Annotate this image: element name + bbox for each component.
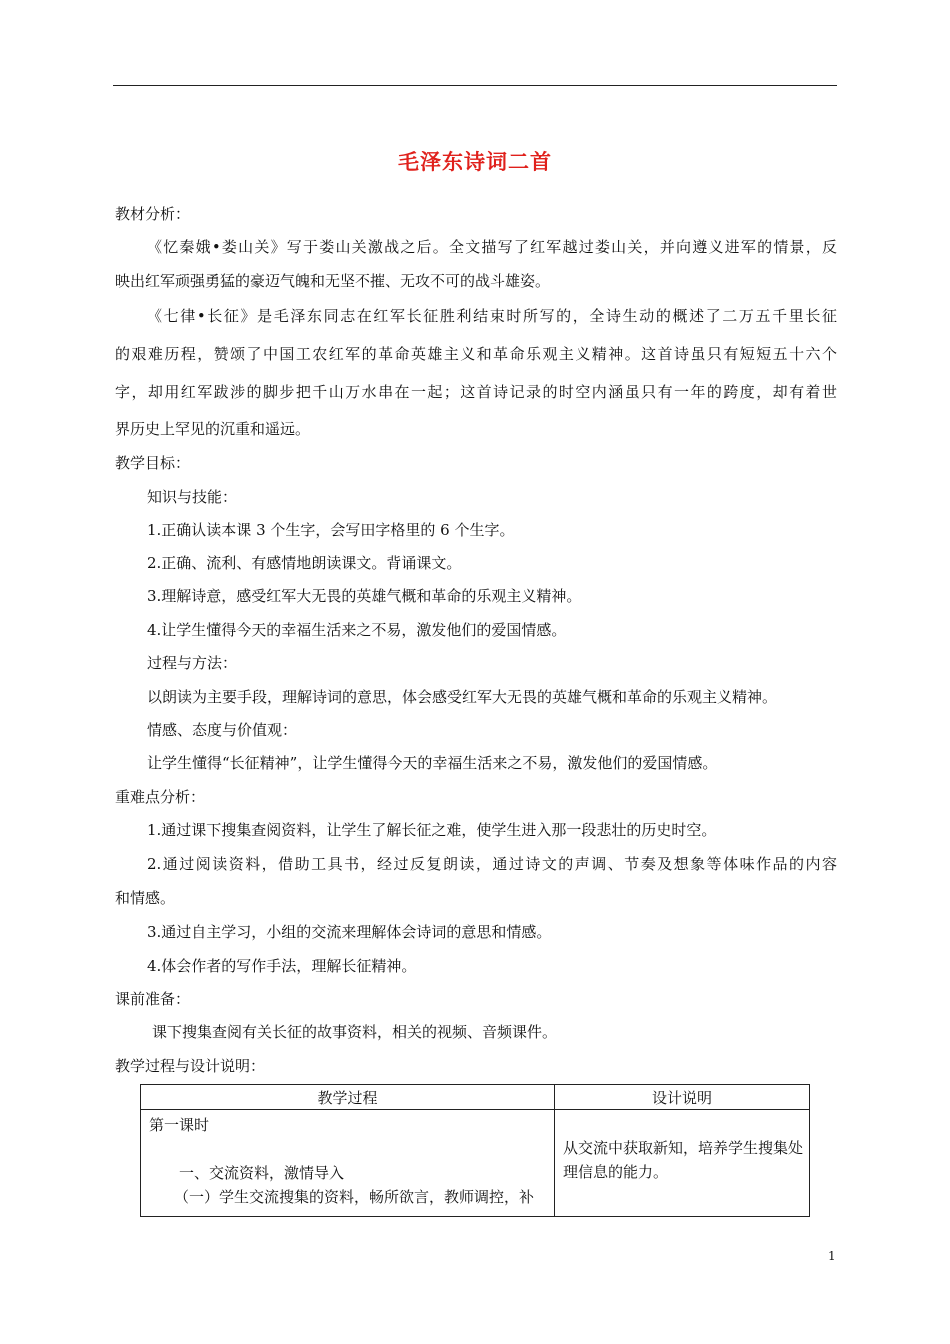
step-1-sub: （一）学生交流搜集的资料，畅所欲言，教师调控，补 [174, 1188, 535, 1206]
process-cell [141, 1110, 555, 1217]
preparation-text: 课下搜集查阅有关长征的故事资料，相关的视频、音频课件。 [152, 1023, 558, 1041]
key-point-2-line-1: 2.通过阅读资料，借助工具书，经过反复朗读，通过诗文的声调、节奏及想象等体味作品的内容 [147, 855, 837, 873]
analysis-paragraph-1-line-2: 映出红军顽强勇猛的豪迈气魄和无坚不摧、无攻不可的战斗雄姿。 [115, 272, 551, 290]
analysis-paragraph-1-line-1: 《忆秦娥•娄山关》写于娄山关激战之后。全文描写了红军越过娄山关，并向遵义进军的情景，反 [147, 238, 837, 256]
key-point-1: 1.通过课下搜集查阅资料，让学生了解长征之难，使学生进入那一段悲壮的历史时空。 [147, 821, 717, 839]
key-point-3: 3.通过自主学习，小组的交流来理解体会诗词的意思和情感。 [147, 923, 552, 941]
design-cell [555, 1110, 810, 1217]
knowledge-item-4: 4.让学生懂得今天的幸福生活来之不易，激发他们的爱国情感。 [147, 621, 567, 639]
step-1-title: 一、交流资料，激情导入 [179, 1164, 345, 1182]
knowledge-item-1: 1.正确认读本课 3 个生字，会写田字格里的 6 个生字。 [147, 521, 515, 539]
preparation-heading: 课前准备： [115, 990, 191, 1008]
design-note: 从交流中获取新知，培养学生搜集处理信息的能力。 [563, 1139, 804, 1181]
analysis-paragraph-2-line-2: 的艰难历程，赞颂了中国工农红军的革命英雄主义和革命乐观主义精神。这首诗虽只有短短五十六个 [115, 345, 837, 363]
process-heading: 过程与方法： [147, 654, 238, 672]
emotion-text: 让学生懂得“长征精神”，让学生懂得今天的幸福生活来之不易，激发他们的爱国情感。 [147, 754, 718, 772]
design-heading: 教学过程与设计说明： [115, 1057, 266, 1075]
header-design-notes: 设计说明 [555, 1085, 810, 1110]
header-rule [113, 85, 837, 86]
document-title: 毛泽东诗词二首 [398, 149, 552, 174]
process-text: 以朗读为主要手段，理解诗词的意思，体会感受红军大无畏的英雄气概和革命的乐观主义精神。 [147, 688, 778, 706]
page-number: 1 [828, 1249, 836, 1263]
knowledge-item-3: 3.理解诗意，感受红军大无畏的英雄气概和革命的乐观主义精神。 [147, 587, 582, 605]
analysis-heading: 教材分析： [115, 205, 191, 223]
key-point-4: 4.体会作者的写作手法，理解长征精神。 [147, 957, 417, 975]
analysis-paragraph-2-line-4: 界历史上罕见的沉重和遥远。 [115, 420, 311, 438]
header-teaching-process: 教学过程 [141, 1085, 555, 1110]
analysis-paragraph-2-line-1: 《七律•长征》是毛泽东同志在红军长征胜利结束时所写的，全诗生动的概述了二万五千里长征 [147, 307, 837, 325]
analysis-paragraph-2-line-3: 字，却用红军跋涉的脚步把千山万水串在一起；这首诗记录的时空内涵虽只有一年的跨度，却有着世 [115, 383, 837, 401]
key-points-heading: 重难点分析： [115, 788, 206, 806]
knowledge-item-2: 2.正确、流利、有感情地朗读课文。背诵课文。 [147, 554, 462, 572]
lesson-label: 第一课时 [149, 1116, 210, 1134]
knowledge-heading: 知识与技能： [147, 488, 238, 506]
key-point-2-line-2: 和情感。 [115, 889, 176, 907]
emotion-heading: 情感、态度与价值观： [147, 721, 298, 739]
teaching-process-table [140, 1084, 810, 1217]
goals-heading: 教学目标： [115, 454, 191, 472]
